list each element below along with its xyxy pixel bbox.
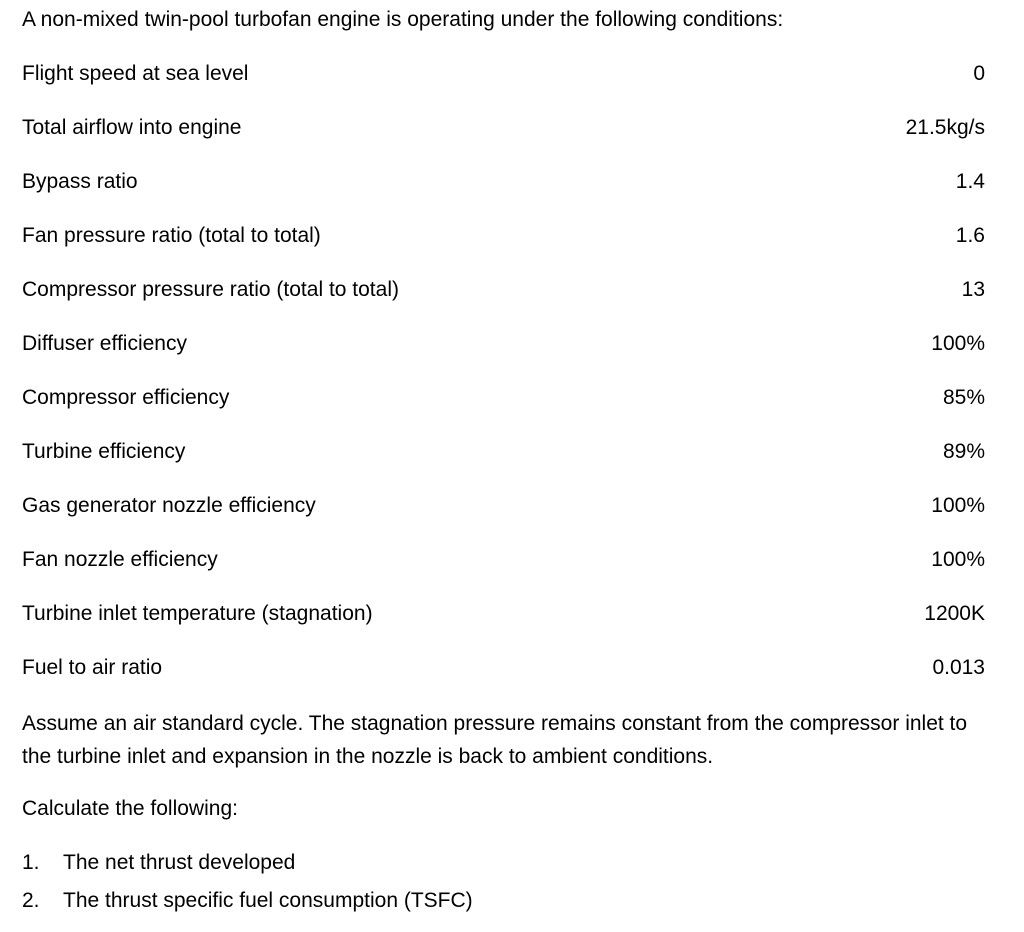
intro-text: A non-mixed twin-pool turbofan engine is operating under the following conditions:: [22, 8, 784, 31]
parameter-value: 1.4: [955, 170, 985, 193]
list-item-number: 1.: [22, 851, 40, 874]
parameter-row: [22, 654, 985, 708]
parameter-row: [22, 222, 985, 276]
parameter-row: [22, 546, 985, 600]
parameter-value: 1.6: [955, 224, 985, 247]
parameter-label: Compressor pressure ratio (total to total): [22, 278, 399, 301]
parameter-value: 21.5kg/s: [905, 116, 985, 139]
list-item-text: The thrust specific fuel consumption (TSFC): [63, 889, 473, 912]
parameter-value: 100%: [931, 494, 985, 517]
calculate-heading: Calculate the following:: [22, 797, 238, 820]
parameter-label: Turbine inlet temperature (stagnation): [22, 602, 373, 625]
parameter-row: [22, 168, 985, 222]
parameter-label: Diffuser efficiency: [22, 332, 187, 355]
parameter-value: 100%: [931, 548, 985, 571]
parameter-label: Bypass ratio: [22, 170, 138, 193]
parameter-row: [22, 276, 985, 330]
parameter-row: [22, 114, 985, 168]
list-item: [22, 887, 473, 925]
parameter-row: [22, 492, 985, 546]
parameter-row: [22, 384, 985, 438]
list-item-number: 2.: [22, 889, 40, 912]
parameter-value: 1200K: [924, 602, 985, 625]
parameter-row: [22, 600, 985, 654]
parameter-value: 100%: [931, 332, 985, 355]
parameter-label: Fan nozzle efficiency: [22, 548, 218, 571]
parameter-row: [22, 438, 985, 492]
parameter-label: Flight speed at sea level: [22, 62, 249, 85]
parameter-label: Gas generator nozzle efficiency: [22, 494, 316, 517]
parameter-value: 85%: [942, 386, 985, 409]
parameter-value: 13: [961, 278, 985, 301]
assumption-paragraph: Assume an air standard cycle. The stagnation pressure remains constant from the compressor inlet to the turbine inlet and expansion in the nozzle is back to ambient conditions.: [22, 712, 968, 768]
parameter-label: Turbine efficiency: [22, 440, 186, 463]
parameter-value: 0.013: [932, 656, 985, 679]
parameter-value: 0: [973, 62, 985, 85]
parameters-table: [22, 60, 985, 708]
parameter-label: Fuel to air ratio: [22, 656, 163, 679]
parameter-label: Total airflow into engine: [22, 116, 242, 139]
parameter-label: Compressor efficiency: [22, 386, 230, 409]
parameter-row: [22, 330, 985, 384]
parameter-label: Fan pressure ratio (total to total): [22, 224, 321, 247]
parameter-row: [22, 60, 985, 114]
list-item: [22, 849, 473, 887]
task-list: [22, 849, 473, 925]
list-item-text: The net thrust developed: [63, 851, 296, 874]
parameter-value: 89%: [942, 440, 985, 463]
